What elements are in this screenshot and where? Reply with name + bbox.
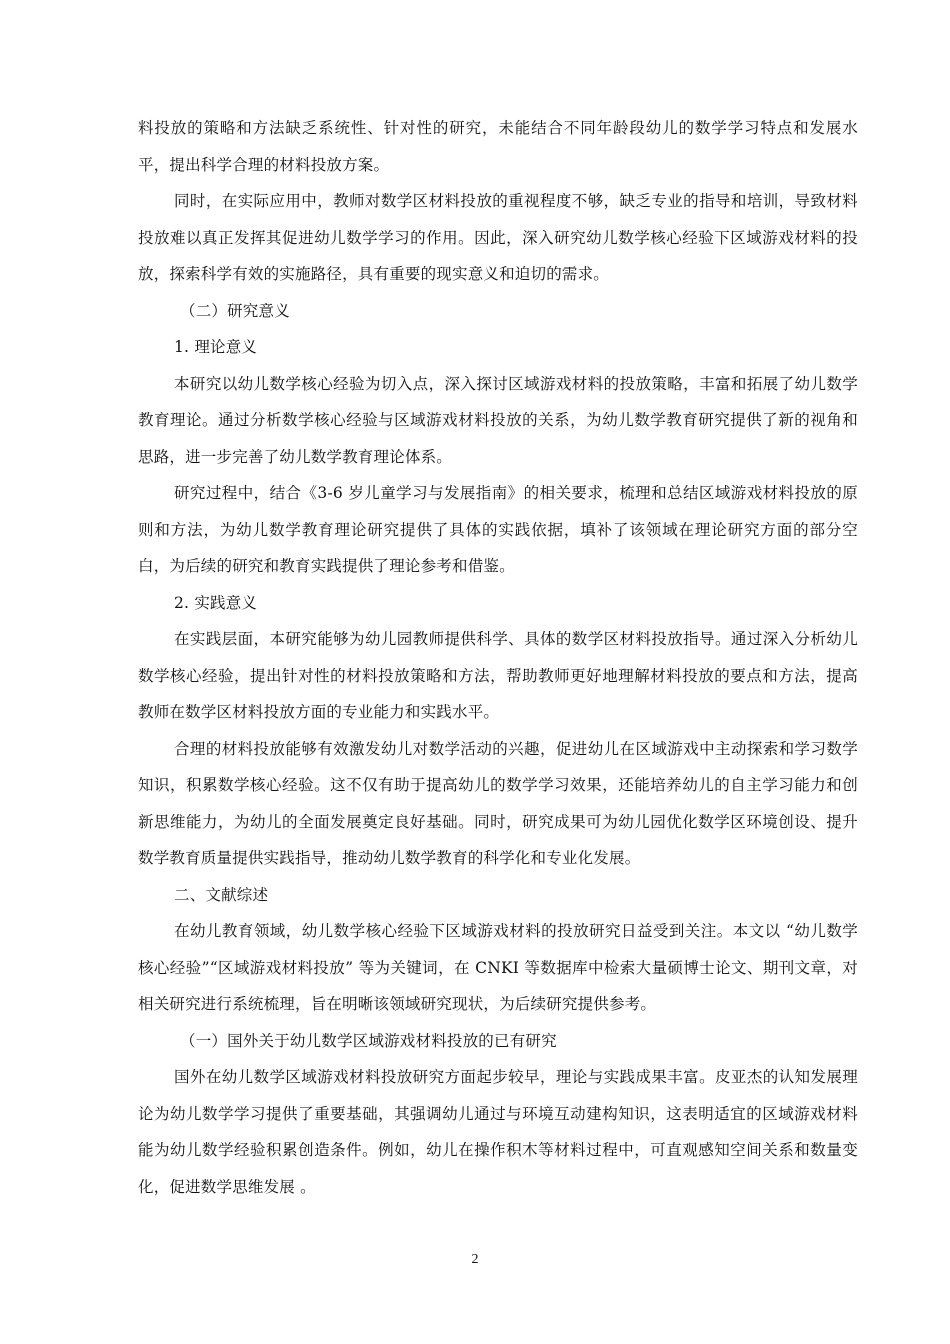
subsection-heading-practice: 2. 实践意义: [174, 593, 258, 612]
page-number: 2: [471, 1252, 479, 1267]
chapter-heading-literature-review: 二、文献综述: [174, 885, 269, 904]
paragraph: 国外在幼儿数学区域游戏材料投放研究方面起步较早，理论与实践成果丰富。皮亚杰的认知发展理论为幼儿数学学习提供了重要基础，其强调幼儿通过与环境互动建构知识，这表明适宜的区域游戏材料能为幼儿数学经验积累创造条件。例如，幼儿在操作积木等材料过程中，可直观感知空间关系和数量变化，促进数学思维发展 。: [138, 1068, 858, 1196]
section-heading-foreign-research: （一）国外关于幼儿数学区域游戏材料投放的已有研究: [180, 1031, 557, 1050]
paragraph-continuation: 料投放的策略和方法缺乏系统性、针对性的研究，未能结合不同年龄段幼儿的数学学习特点和发展水平，提出科学合理的材料投放方案。: [138, 119, 858, 174]
paragraph: 在幼儿教育领域，幼儿数学核心经验下区域游戏材料的投放研究日益受到关注。本文以 “幼儿数学核心经验”“区域游戏材料投放” 等为关键词，在 CNKI 等数据库中检索大量硕博士论文、期刊文章，对相关研究进行系统梳理，旨在明晰该领域研究现状，为后续研究提供参考。: [138, 922, 858, 1013]
subsection-heading-theory: 1. 理论意义: [174, 338, 258, 356]
section-heading-significance: （二）研究意义: [180, 301, 290, 320]
paragraph: 在实践层面，本研究能够为幼儿园教师提供科学、具体的数学区材料投放指导。通过深入分析幼儿数学核心经验，提出针对性的材料投放策略和方法，帮助教师更好地理解材料投放的要点和方法，提高教师在数学区材料投放方面的专业能力和实践水平。: [138, 630, 858, 721]
paragraph: 研究过程中，结合《3-6 岁儿童学习与发展指南》的相关要求，梳理和总结区域游戏材料投放的原则和方法，为幼儿数学教育理论研究提供了具体的实践依据，填补了该领域在理论研究方面的部分空白，为后续的研究和教育实践提供了理论参考和借鉴。: [138, 484, 858, 575]
paragraph: 同时，在实际应用中，教师对数学区材料投放的重视程度不够，缺乏专业的指导和培训，导致材料投放难以真正发挥其促进幼儿数学学习的作用。因此，深入研究幼儿数学核心经验下区域游戏材料的投放，探索科学有效的实施路径，具有重要的现实意义和迫切的需求。: [138, 192, 858, 283]
paragraph: 本研究以幼儿数学核心经验为切入点，深入探讨区域游戏材料的投放策略，丰富和拓展了幼儿数学教育理论。通过分析数学核心经验与区域游戏材料投放的关系，为幼儿数学教育研究提供了新的视角和思路，进一步完善了幼儿数学教育理论体系。: [138, 374, 858, 466]
body-text: [138, 110, 858, 1205]
paragraph: 合理的材料投放能够有效激发幼儿对数学活动的兴趣，促进幼儿在区域游戏中主动探索和学习数学知识，积累数学核心经验。这不仅有助于提高幼儿的数学学习效果，还能培养幼儿的自主学习能力和创新思维能力，为幼儿的全面发展奠定良好基础。同时，研究成果可为幼儿园优化数学区环境创设、提升数学教育质量提供实践指导，推动幼儿数学教育的科学化和专业化发展。: [138, 739, 858, 867]
